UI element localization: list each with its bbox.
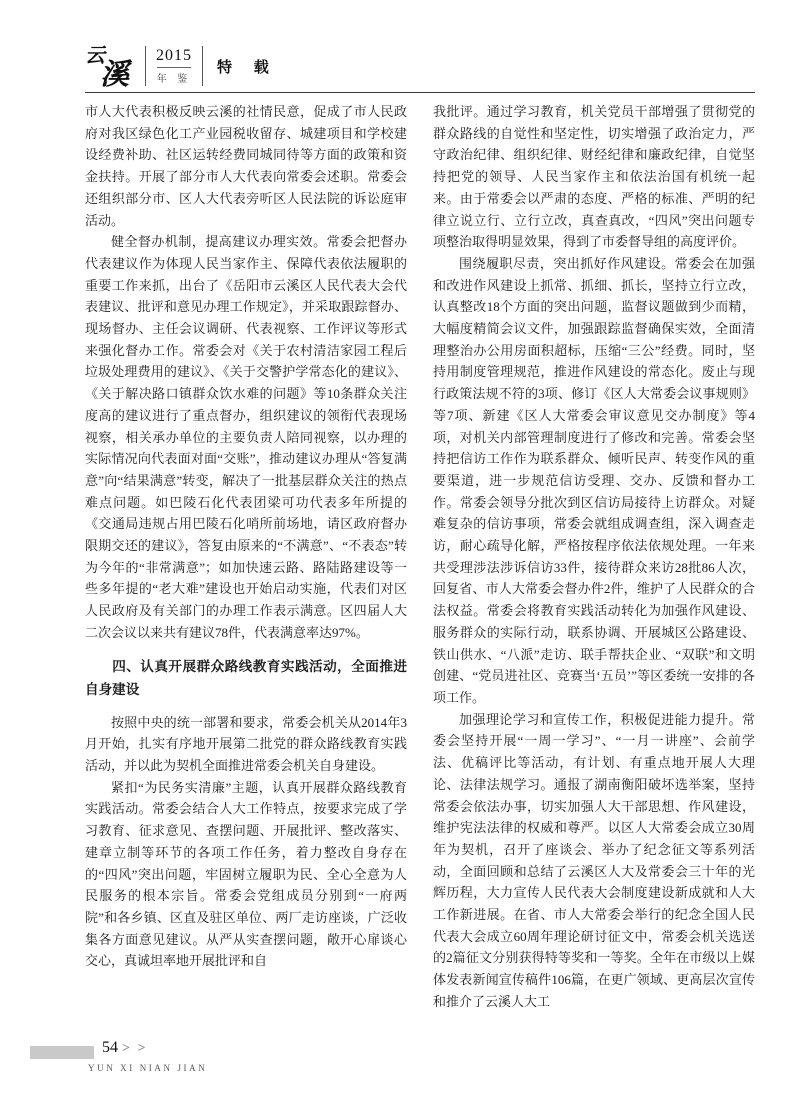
section-heading: 四、认真开展群众路线教育实践活动，全面推进自身建设 xyxy=(85,658,407,697)
body-paragraph: 围绕履职尽责，突出抓好作风建设。常委会在加强和改进作风建设上抓常、抓细、抓长，坚持立行立改，认真整改18个方面的突出问题，监督议题做到少而精，大幅度精简会议文件，加强跟踪监督确保实效，全面清理整治办公用房面积超标，压缩“三公”经费。同时，坚持用制度管理规范，推进作风建设的常态化。废止与现行政策法规不符的3项、修订《区人大常委会议事规则》等7项、新建《区人大常委会审议意见交办制度》等4项，对机关内部管理制度进行了修改和完善。常委会坚持把信访工作作为联系群众、倾听民声、转变作风的重要渠道，进一步规范信访受理、交办、反馈和督办工作。常委会领导分批次到区信访局接待上访群众。对疑难复杂的信访事项，常委会就组成调查组，深入调查走访，耐心疏导化解，严格按程序依法依规处理。一年来共受理涉法涉诉信访33件，接待群众来访28批86人次，回复省、市人大常委会督办件2件，维护了人民群众的合法权益。常委会将教育实践活动转化为加强作风建设、服务群众的实际行动，联系协调、开展城区公路建设、铁山供水、“八派”走访、联手帮扶企业、“双联”和文明创建、“党员进社区、竞赛当‘五员’”等区委统一安排的各项工作。 xyxy=(433,255,755,705)
yunxi-logo xyxy=(85,42,135,90)
page-number-arrows: > > xyxy=(122,1041,148,1056)
year-text: 2015 xyxy=(156,47,192,64)
year-underline xyxy=(157,67,191,68)
page-number-row xyxy=(102,1039,147,1057)
body-paragraph: 我批评。通过学习教育，机关党员干部增强了贯彻党的群众路线的自觉性和坚定性，切实增强了政治定力，严守政治纪律、组织纪律、财经纪律和廉政纪律，自觉坚持把党的领导、人民当家作主和依法治国有机统一起来。由于常委会以严肃的态度、严格的标准、严明的纪律立说立行、立行立改，真查真改，“四风”突出问题专项整治取得明显效果，得到了市委督导组的高度评价。 xyxy=(433,104,755,250)
page-number: 54 xyxy=(102,1039,118,1056)
header-rule xyxy=(85,92,755,93)
body-paragraph: 紧扣“为民务实清廉”主题，认真开展群众路线教育实践活动。常委会结合人大工作特点，按要求完成了学习教育、征求意见、查摆问题、开展批评、整改落实、建章立制等环节的各项工作任务，着力整改自身存在的“四风”突出问题，牢固树立履职为民、全心全意为人民服务的根本宗旨。常委会党组成员分别到“一府两院”和各乡镇、区直及驻区单位、两厂走访座谈，广泛收集各方面意见建议。从严从实查摆问题，敞开心扉谈心交心，真诚坦率地开展批评和自 xyxy=(85,779,407,969)
romanized-title: YUN XI NIAN JIAN xyxy=(88,1063,208,1073)
body-paragraph: 市人大代表积极反映云溪的社情民意，促成了市人民政府对我区绿色化工产业园税收留存、城建项目和学校建设经费补助、社区运转经费同城同待等方面的政策和资金扶持。开展了部分市人大代表向常委会述职。常委会还组织部分市、区人大代表旁听区人民法院的诉讼庭审活动。 xyxy=(85,104,407,228)
logo-char-bottom: 溪 xyxy=(100,59,130,91)
logo-char-top: 云 xyxy=(85,45,105,67)
year-label: 年 鉴 xyxy=(156,74,192,85)
left-column xyxy=(85,101,407,972)
body-paragraph: 加强理论学习和宣传工作，积极促进能力提升。常委会坚持开展“一周一学习”、“一月一讲座”、会前学法、优稿评比等活动，有计划、有重点地开展人大理论、法律法规学习。通报了湖南衡阳破坏选举案，坚持常委会依法办事，切实加强人大干部思想、作风建设，维护宪法法律的权威和尊严。以区人大常委会成立30周年为契机，召开了座谈会、举办了纪念征文等系列活动，全面回顾和总结了云溪区人大及常委会三十年的光辉历程，大力宣传人民代表大会制度建设新成就和人大工作新进展。在省、市人大常委会举行的纪念全国人民代表大会成立60周年理论研讨征文中，常委会机关选送的2篇征文分别获得特等奖和一等奖。全年在市级以上媒体发表新闻宣传稿件106篇，在更广领域、更高层次宣传和推介了云溪人大工 xyxy=(433,711,755,1009)
body-paragraph: 按照中央的统一部署和要求，常委会机关从2014年3月开始，扎实有序地开展第二批党的群众路线教育实践活动，并以此为契机全面推进常委会机关自身建设。 xyxy=(85,714,407,773)
header-divider xyxy=(202,46,203,86)
footer-bar xyxy=(30,1046,94,1059)
section-label: 特 载 xyxy=(217,59,278,76)
page-header xyxy=(85,42,278,90)
body-paragraph: 健全督办机制，提高建议办理实效。常委会把督办代表建议作为体现人民当家作主、保障代表依法履职的重要工作来抓，出台了《岳阳市云溪区人民代表大会代表建议、批评和意见办理工作规定》，并采取跟踪督办、现场督办、主任会议调研、代表视察、工作评议等形式来强化督办工作。常委会对《关于农村清洁家园工程后垃圾处理费用的建议》、《关于交警护学常态化的建议》、《关于解决路口镇群众饮水难的问题》等10条群众关注度高的建议进行了重点督办，组织建议的领衔代表现场视察，相关承办单位的主要负责人陪同视察，以办理的实际情况向代表面对面“交账”，推动建议办理从“答复满意”向“结果满意”转变，解决了一批基层群众关注的热点难点问题。如巴陵石化代表团梁可功代表多年所提的《交通局违规占用巴陵石化哨所前场地，请区政府督办限期交还的建议》，答复由原来的“不满意”、“不表态”转为今年的“非常满意”；如加快速云路、路陆路建设等一些多年提的“老大难”建设也开始启动实施，代表们对区人民政府及有关部门的办理工作表示满意。区四届人大二次会议以来共有建议78件，代表满意率达97%。 xyxy=(85,234,407,640)
year-block xyxy=(156,47,192,85)
right-column xyxy=(433,101,755,1013)
header-divider xyxy=(145,46,146,86)
